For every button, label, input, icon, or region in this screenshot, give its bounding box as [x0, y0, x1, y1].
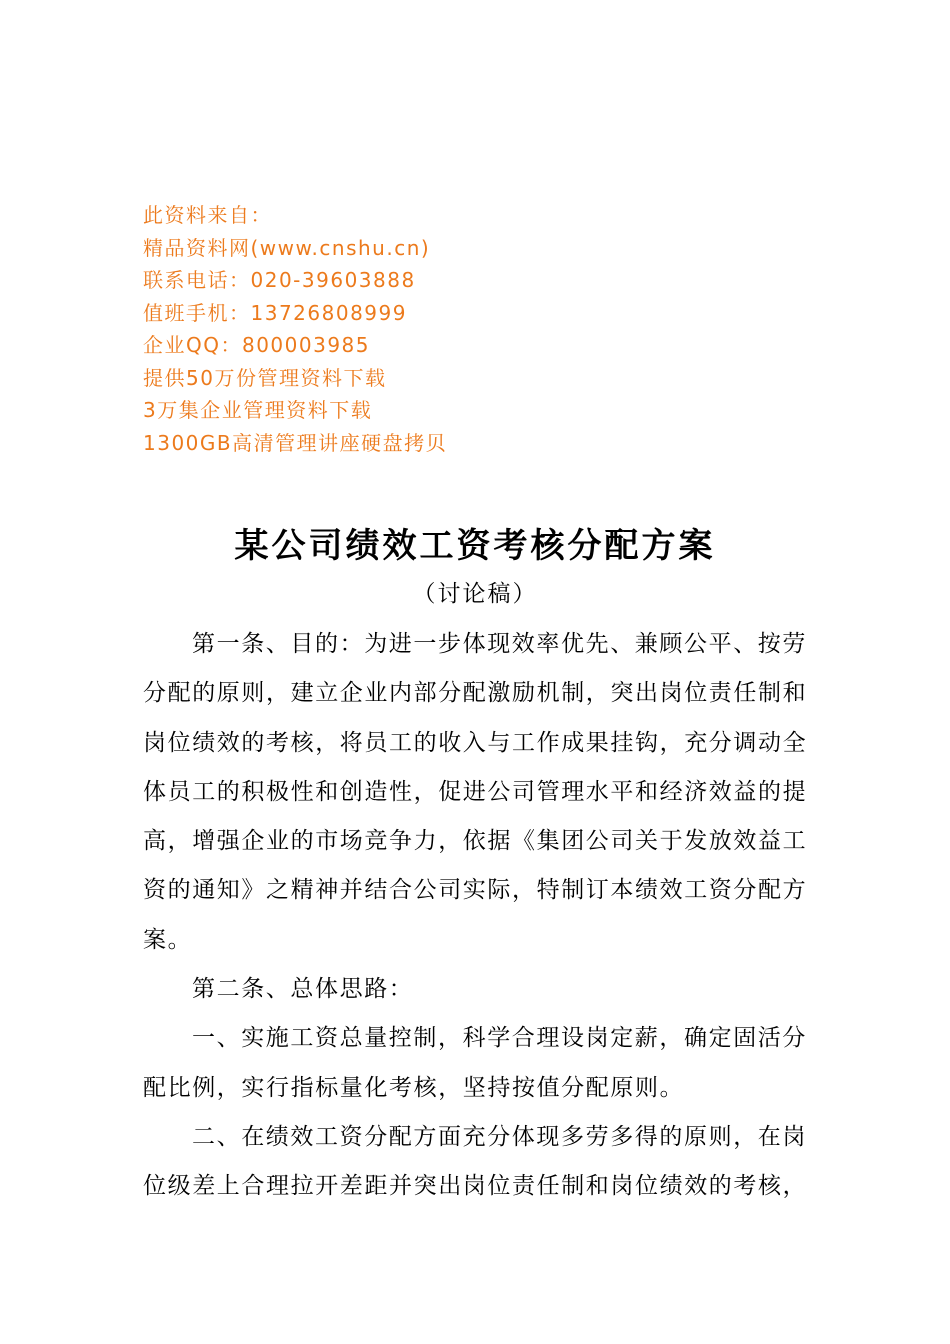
- paragraph-line: 二、在绩效工资分配方面充分体现多劳多得的原则，在岗: [192, 1123, 807, 1150]
- paragraph-line: 岗位绩效的考核，将员工的收入与工作成果挂钩，充分调动全: [143, 729, 808, 756]
- paragraph-line: 案。: [143, 926, 193, 953]
- document-title: 某公司绩效工资考核分配方案: [234, 526, 716, 566]
- paragraph-line: 位级差上合理拉开差距并突出岗位责任制和岗位绩效的考核，: [143, 1173, 808, 1200]
- source-line: 此资料来自：: [143, 203, 272, 227]
- source-line-qq: 企业QQ：800003985: [143, 333, 371, 357]
- document-body: [143, 620, 813, 1212]
- source-info-block: [143, 199, 743, 459]
- paragraph-line: 高，增强企业的市场竞争力，依据《集团公司关于发放效益工: [143, 828, 808, 855]
- paragraph-line: 第一条、目的：为进一步体现效率优先、兼顾公平、按劳: [192, 631, 807, 657]
- paragraph-line: 资的通知》之精神并结合公司实际，特制订本绩效工资分配方: [143, 877, 808, 904]
- source-line: 1300GB高清管理讲座硬盘拷贝: [143, 430, 448, 455]
- paragraph-line: 体员工的积极性和创造性，促进公司管理水平和经济效益的提: [143, 778, 808, 805]
- paragraph-line: 分配的原则，建立企业内部分配激励机制，突出岗位责任制和: [143, 680, 808, 707]
- paragraph-line: 一、实施工资总量控制，科学合理设岗定薪，确定固活分: [192, 1025, 807, 1052]
- paragraph-line: 配比例，实行指标量化考核，坚持按值分配原则。: [143, 1074, 685, 1101]
- document-subtitle: （讨论稿）: [412, 581, 538, 607]
- source-line: 提供50万份管理资料下载: [143, 365, 387, 390]
- source-line-website: 精品资料网(www.cnshu.cn): [143, 235, 431, 260]
- source-line-phone: 联系电话：020-39603888: [143, 268, 416, 292]
- section-heading: 第二条、总体思路：: [192, 976, 414, 1003]
- source-line-mobile: 值班手机：13726808999: [143, 300, 407, 325]
- source-line: 3万集企业管理资料下载: [143, 398, 373, 422]
